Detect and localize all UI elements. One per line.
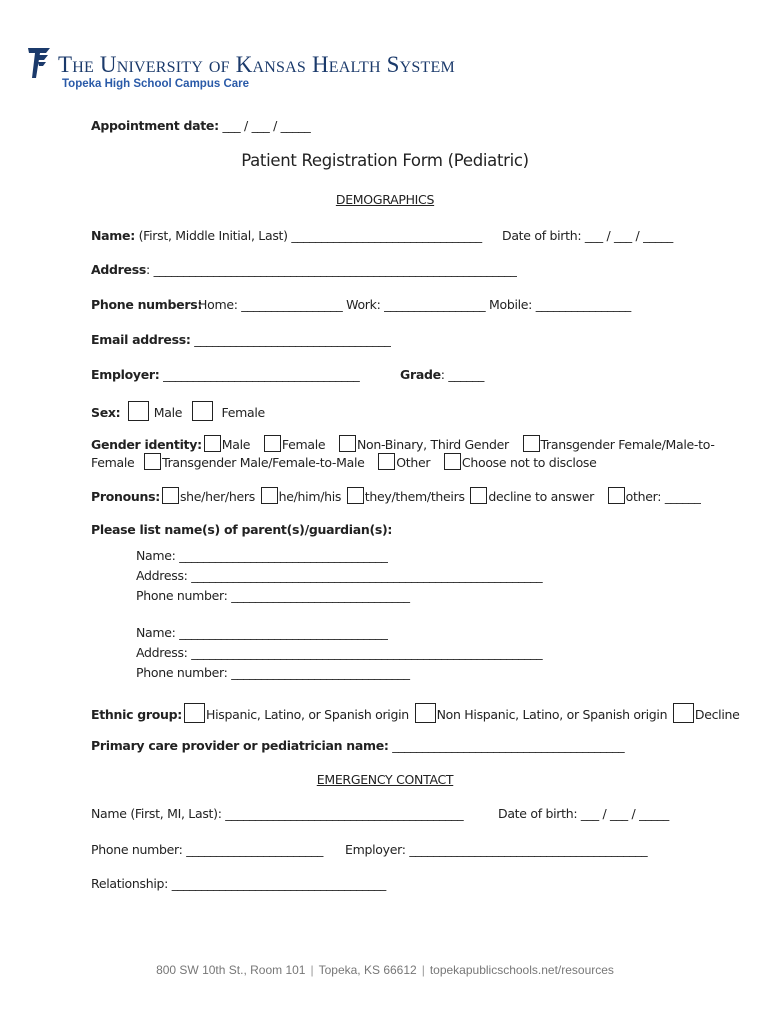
gender-transfemale-checkbox[interactable] (523, 435, 540, 452)
patient-dob-field[interactable]: Date of birth: ___ / ___ / _____ (502, 228, 673, 243)
footer-separator: | (421, 963, 425, 977)
appointment-date-row[interactable] (91, 118, 310, 133)
gender-row-1 (91, 435, 715, 452)
footer-website-link[interactable]: topekapublicschools.net/resources (429, 963, 614, 977)
gender-transmale-label: Transgender Male/Female-to-Male (162, 455, 365, 470)
gender-other-label: Other (396, 455, 431, 470)
pcp-label: Primary care provider or pediatrician name: (91, 738, 389, 753)
grade-field[interactable]: : ______ (440, 367, 485, 382)
guardian1-address-field[interactable]: Address: ___________________________________________________________ (136, 568, 543, 583)
email-field[interactable]: _________________________________ (190, 332, 391, 347)
organization-name: The University of Kansas Health System (58, 52, 455, 77)
guardian1-name-field[interactable]: Name: ___________________________________ (136, 548, 388, 563)
emergency-relationship-field[interactable]: Relationship: ____________________________________ (91, 876, 386, 891)
ethnic-nonhispanic-label: Non Hispanic, Latino, or Spanish origin (436, 707, 668, 722)
ethnic-row (91, 703, 740, 723)
gender-nonbinary-label: Non-Binary, Third Gender (356, 437, 509, 452)
address-label: Address (91, 262, 146, 277)
guardians-label: Please list name(s) of parent(s)/guardian(s): (91, 522, 393, 537)
patient-name-label: Name: (91, 228, 135, 243)
ethnic-hispanic-checkbox[interactable] (184, 703, 205, 723)
appointment-date-label: Appointment date: (91, 118, 219, 133)
ethnic-decline-label: Decline (694, 707, 740, 722)
footer-separator: | (310, 963, 314, 977)
patient-name-field[interactable]: (First, Middle Initial, Last) ________________________________ (134, 228, 482, 243)
pronouns-row (91, 487, 701, 504)
gender-row-2 (91, 453, 597, 470)
footer-address: 800 SW 10th St., Room 101 (156, 963, 306, 977)
patient-name-row[interactable] (91, 228, 482, 243)
demographics-heading: DEMOGRAPHICS (335, 192, 435, 207)
phone-label: Phone numbers: (91, 297, 203, 312)
emergency-heading: EMERGENCY CONTACT (316, 772, 454, 787)
gender-transfemale-label-cont: Female (91, 455, 135, 470)
footer-city: Topeka, KS 66612 (318, 963, 417, 977)
pronoun-he-label: he/him/his (278, 489, 342, 504)
pronoun-he-checkbox[interactable] (261, 487, 278, 504)
gender-male-label: Male (221, 437, 251, 452)
emergency-dob-field[interactable]: Date of birth: ___ / ___ / _____ (498, 806, 669, 821)
employer-field[interactable]: _________________________________ (159, 367, 360, 382)
pronoun-they-checkbox[interactable] (347, 487, 364, 504)
sex-male-checkbox[interactable] (128, 401, 149, 421)
gender-female-label: Female (281, 437, 326, 452)
pcp-row[interactable] (91, 738, 624, 753)
emergency-name-field[interactable]: Name (First, MI, Last): ________________________________________ (91, 806, 464, 821)
guardian1-phone-field[interactable]: Phone number: ______________________________ (136, 588, 410, 603)
pronoun-she-label: she/her/hers (179, 489, 255, 504)
employer-label: Employer: (91, 367, 160, 382)
address-field[interactable]: : _____________________________________________________________ (146, 262, 517, 277)
emergency-employer-field[interactable]: Employer: ________________________________________ (345, 842, 648, 857)
gender-transfemale-label: Transgender Female/Male-to- (540, 437, 715, 452)
gender-other-checkbox[interactable] (378, 453, 395, 470)
form-title: Patient Registration Form (Pediatric) (241, 151, 529, 170)
employer-row[interactable] (91, 367, 360, 382)
gender-female-checkbox[interactable] (264, 435, 281, 452)
grade-row[interactable] (400, 367, 484, 382)
sex-row (91, 401, 265, 421)
guardian2-phone-field[interactable]: Phone number: ______________________________ (136, 665, 410, 680)
sex-female-checkbox[interactable] (192, 401, 213, 421)
ethnic-nonhispanic-checkbox[interactable] (415, 703, 436, 723)
gender-label: Gender identity: (91, 437, 202, 452)
gender-nodisclose-checkbox[interactable] (444, 453, 461, 470)
ethnic-label: Ethnic group: (91, 707, 183, 722)
sex-label: Sex: (91, 405, 121, 420)
gender-nonbinary-checkbox[interactable] (339, 435, 356, 452)
gender-nodisclose-label: Choose not to disclose (461, 455, 597, 470)
kansas-jayhawk-flag-logo-icon (26, 46, 52, 80)
sex-male-label: Male (153, 405, 183, 420)
campus-name: Topeka High School Campus Care (62, 78, 250, 90)
guardian2-address-field[interactable]: Address: ___________________________________________________________ (136, 645, 543, 660)
pcp-field[interactable]: _______________________________________ (388, 738, 625, 753)
ethnic-decline-checkbox[interactable] (673, 703, 694, 723)
phone-fields[interactable]: Home: _________________ Work: _________________ Mobile: ________________ (198, 297, 631, 312)
appointment-date-field[interactable]: ___ / ___ / _____ (218, 118, 311, 133)
gender-transmale-checkbox[interactable] (144, 453, 161, 470)
pronoun-decline-label: decline to answer (488, 489, 594, 504)
pronoun-she-checkbox[interactable] (162, 487, 179, 504)
guardian2-name-field[interactable]: Name: ___________________________________ (136, 625, 388, 640)
email-row[interactable] (91, 332, 391, 347)
address-row[interactable] (91, 262, 517, 277)
ethnic-hispanic-label: Hispanic, Latino, or Spanish origin (206, 707, 409, 722)
sex-female-label: Female (221, 405, 265, 420)
pronoun-decline-checkbox[interactable] (470, 487, 487, 504)
pronouns-label: Pronouns: (91, 489, 160, 504)
email-label: Email address: (91, 332, 191, 347)
grade-label: Grade (400, 367, 441, 382)
pronoun-other-field[interactable]: other: ______ (625, 489, 701, 504)
footer (0, 963, 770, 977)
gender-male-checkbox[interactable] (204, 435, 221, 452)
pronoun-they-label: they/them/theirs (364, 489, 465, 504)
emergency-phone-field[interactable]: Phone number: _______________________ (91, 842, 324, 857)
pronoun-other-checkbox[interactable] (608, 487, 625, 504)
